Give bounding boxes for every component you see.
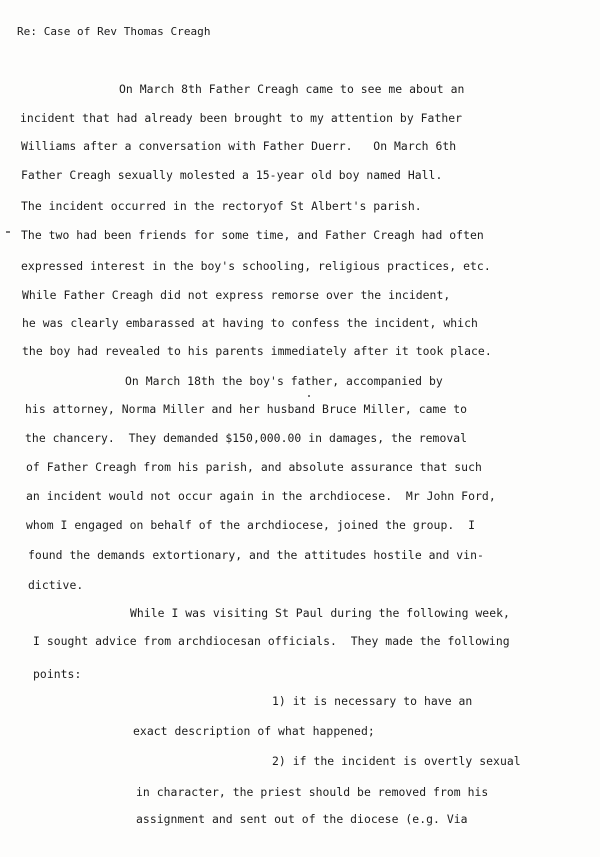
text-line: assignment and sent out of the diocese (e.g. Via: [136, 812, 468, 826]
text-line: While Father Creagh did not express remorse over the incident,: [22, 288, 451, 302]
text-line: exact description of what happened;: [133, 724, 375, 738]
text-line: points:: [33, 667, 82, 681]
text-line: in character, the priest should be removed from his: [136, 785, 489, 799]
document-header: Re: Case of Rev Thomas Creagh: [17, 25, 211, 38]
text-line: On March 8th Father Creagh came to see me about an: [119, 82, 465, 96]
text-line: While I was visiting St Paul during the following week,: [130, 606, 510, 620]
text-line: the boy had revealed to his parents immediately after it took place.: [22, 344, 492, 358]
text-line: 2) if the incident is overtly sexual: [272, 754, 521, 768]
text-line: The two had been friends for some time, and Father Creagh had often: [21, 228, 484, 242]
text-line: found the demands extortionary, and the attitudes hostile and vin-: [28, 548, 484, 562]
text-line: dictive.: [28, 578, 84, 592]
text-line: he was clearly embarassed at having to confess the incident, which: [22, 316, 478, 330]
text-line: expressed interest in the boy's schooling, religious practices, etc.: [21, 259, 491, 273]
text-line: the chancery. They demanded $150,000.00 in damages, the removal: [25, 431, 468, 445]
text-line: The incident occurred in the rectoryof St Albert's parish.: [21, 199, 422, 213]
text-line: an incident would not occur again in the archdiocese. Mr John Ford,: [26, 489, 496, 503]
text-line: of Father Creagh from his parish, and absolute assurance that such: [26, 460, 482, 474]
text-line: whom I engaged on behalf of the archdiocese, joined the group. I: [26, 518, 476, 532]
text-line: incident that had already been brought to my attention by Father: [20, 111, 463, 125]
scan-speck: [6, 231, 10, 233]
text-line: On March 18th the boy's father, accompanied by: [125, 374, 443, 388]
text-line: I sought advice from archdiocesan officials. They made the following: [33, 634, 510, 648]
text-line: his attorney, Norma Miller and her husband Bruce Miller, came to: [25, 402, 468, 416]
text-line: Williams after a conversation with Father Duerr. On March 6th: [21, 139, 457, 153]
text-line: 1) it is necessary to have an: [272, 694, 473, 708]
scan-speck: [308, 395, 310, 397]
text-line: Father Creagh sexually molested a 15-year old boy named Hall.: [21, 168, 443, 182]
